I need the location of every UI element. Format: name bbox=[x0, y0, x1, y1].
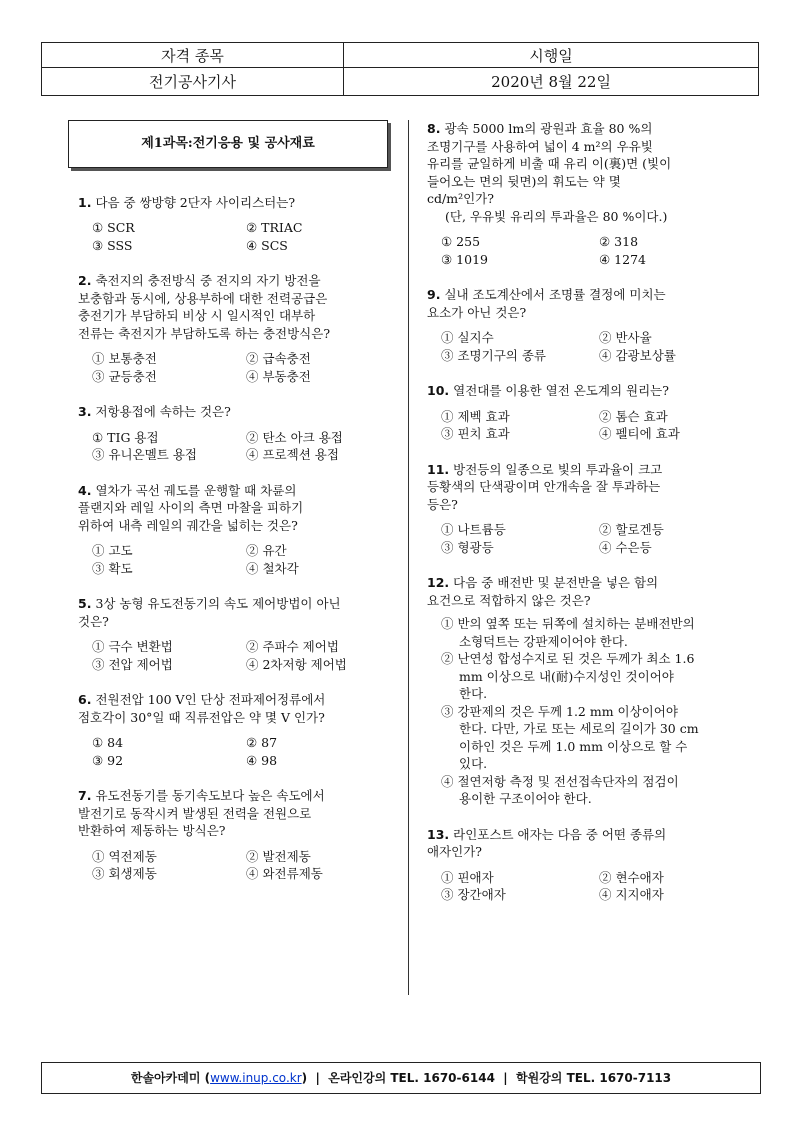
question-text: 다음 중 배전반 및 분전반을 넣은 함의 요건으로 적합하지 않은 것은? bbox=[427, 575, 659, 608]
question bbox=[427, 382, 757, 443]
answer-option: ④ 지지애자 bbox=[599, 887, 664, 902]
column-divider bbox=[408, 120, 409, 995]
answer-option: ① 84 bbox=[92, 735, 124, 750]
answer-option: ② 318 bbox=[599, 234, 639, 249]
question-stem bbox=[427, 382, 757, 400]
question-stem bbox=[427, 574, 757, 609]
answer-option: ④ 철차각 bbox=[246, 560, 299, 576]
option-list bbox=[92, 638, 400, 673]
answer-option: ③ 유니온멜트 용접 bbox=[92, 447, 197, 462]
answer-option: ③ SSS bbox=[92, 237, 133, 253]
question-text: 실내 조도계산에서 조명률 결정에 미치는 요소가 아닌 것은? bbox=[427, 287, 666, 320]
question-stem bbox=[78, 272, 400, 342]
answer-option: ④ 수은등 bbox=[599, 539, 652, 555]
answer-option: ① 반의 옆쪽 또는 뒤쪽에 설치하는 분배전반의 소형덕트는 강판제이어야 한다. bbox=[441, 616, 695, 649]
question-text: 축전지의 충전방식 중 전지의 자기 방전을 보충함과 동시에, 상용부하에 대한 전력공급은 충전기가 부담하되 비상 시 일시적인 대부하 전류는 축전지가 부담하도록 하는 충전방식은? bbox=[78, 273, 331, 341]
footer-org: 한솔아카데미 ( bbox=[130, 1071, 211, 1085]
question-stem bbox=[78, 194, 400, 212]
subject-title: 제1과목:전기응용 및 공사재료 bbox=[68, 120, 388, 168]
question-stem bbox=[427, 461, 757, 514]
answer-option: ③ 장간애자 bbox=[441, 887, 506, 902]
option-list bbox=[441, 869, 757, 904]
exam-date-value: 2020년 8월 22일 bbox=[344, 68, 759, 96]
answer-option: ③ 조명기구의 종류 bbox=[441, 347, 546, 363]
question bbox=[78, 272, 400, 385]
question-text: 저항용접에 속하는 것은? bbox=[95, 404, 231, 419]
answer-option: ④ SCS bbox=[246, 237, 288, 253]
question bbox=[427, 286, 757, 364]
question-text: 3상 농형 유도전동기의 속도 제어방법이 아닌 것은? bbox=[78, 596, 341, 629]
answer-option: ② 반사율 bbox=[599, 330, 652, 345]
answer-option: ① 핀애자 bbox=[441, 869, 494, 885]
question-number: 13. bbox=[427, 826, 450, 842]
answer-option: ② 난연성 합성수지로 된 것은 두께가 최소 1.6 mm 이상으로 내(耐)수지성인 것이어야 한다. bbox=[441, 651, 695, 701]
footer-separator: | bbox=[503, 1071, 508, 1085]
answer-option: ② 87 bbox=[246, 735, 278, 750]
answer-option: ② 톰슨 효과 bbox=[599, 408, 668, 424]
question bbox=[78, 194, 400, 255]
answer-option: ③ 1019 bbox=[441, 251, 488, 267]
answer-option: ④ 감광보상률 bbox=[599, 347, 676, 363]
option-list bbox=[441, 233, 757, 268]
answer-option: ③ 확도 bbox=[92, 560, 133, 576]
answer-option: ④ 절연저항 측정 및 전선접속단자의 점검이 용이한 구조이어야 한다. bbox=[441, 773, 679, 806]
answer-option: ③ 92 bbox=[92, 752, 124, 768]
answer-option: ② TRIAC bbox=[246, 220, 303, 235]
question-number: 8. bbox=[427, 121, 441, 136]
question-stem bbox=[78, 691, 400, 726]
answer-option: ① 나트륨등 bbox=[441, 522, 506, 537]
question bbox=[78, 691, 400, 769]
option-list bbox=[92, 734, 400, 769]
question-text: 다음 중 쌍방향 2단자 사이리스터는? bbox=[95, 194, 296, 210]
question-number: 6. bbox=[78, 692, 92, 707]
answer-option: ④ 부동충전 bbox=[246, 368, 311, 384]
question-text: 열전대를 이용한 열전 온도계의 원리는? bbox=[453, 383, 669, 398]
answer-option: ④ 2차저항 제어법 bbox=[246, 656, 347, 672]
question-stem bbox=[427, 120, 757, 208]
left-column bbox=[78, 120, 400, 901]
option-list bbox=[92, 542, 400, 577]
answer-option: ② 유간 bbox=[246, 543, 287, 558]
left-question-list bbox=[78, 194, 400, 883]
question-number: 10. bbox=[427, 383, 450, 398]
question-text: 전원전압 100 V인 단상 전파제어정류에서 점호각이 30°일 때 직류전압은 약 몇 V 인가? bbox=[78, 692, 326, 725]
footer-separator: | bbox=[315, 1071, 320, 1085]
answer-option: ④ 프로젝션 용접 bbox=[246, 447, 339, 462]
option-list bbox=[441, 408, 757, 443]
question-text: 유도전동기를 동기속도보다 높은 속도에서 발전기로 동작시켜 발생된 전력을 전원으로 반환하여 제동하는 방식은? bbox=[78, 788, 325, 838]
question bbox=[427, 461, 757, 557]
question-note: (단, 우유빛 유리의 투과율은 80 %이다.) bbox=[445, 208, 668, 224]
qualification-value: 전기공사기사 bbox=[42, 68, 344, 96]
answer-option: ① 제벡 효과 bbox=[441, 408, 510, 424]
answer-option: ④ 1274 bbox=[599, 251, 646, 267]
question-stem bbox=[427, 826, 757, 861]
question-stem bbox=[78, 787, 400, 840]
answer-option: ① 보통충전 bbox=[92, 351, 157, 366]
answer-option: ③ 회생제동 bbox=[92, 866, 157, 881]
option-list bbox=[92, 350, 400, 385]
answer-option: ① 극수 변환법 bbox=[92, 639, 173, 654]
question-number: 5. bbox=[78, 596, 92, 611]
option-list bbox=[441, 521, 757, 556]
question-number: 3. bbox=[78, 404, 92, 419]
answer-option: ④ 와전류제동 bbox=[246, 866, 323, 881]
question-text: 열차가 곡선 궤도를 운행할 때 차륜의 플랜지와 레일 사이의 측면 마찰을 피하기 위하여 내측 레일의 궤간을 넓히는 것은? bbox=[78, 482, 304, 533]
question bbox=[78, 595, 400, 673]
answer-option: ① 고도 bbox=[92, 543, 133, 558]
answer-option: ① 실지수 bbox=[441, 330, 494, 345]
answer-option: ① 255 bbox=[441, 234, 481, 249]
option-list bbox=[92, 848, 400, 883]
footer-offline-phone: 학원강의 TEL. 1670-7113 bbox=[516, 1071, 672, 1085]
answer-option: ① TIG 용접 bbox=[92, 429, 159, 445]
footer bbox=[41, 1062, 761, 1094]
option-list bbox=[92, 219, 400, 254]
question bbox=[78, 403, 400, 464]
question-text: 방전등의 일종으로 빛의 투과율이 크고 등황색의 단색광이며 안개속을 잘 투과하는 등은? bbox=[427, 461, 663, 512]
answer-option: ② 주파수 제어법 bbox=[246, 639, 339, 654]
answer-option: ① 역전제동 bbox=[92, 848, 157, 864]
question bbox=[78, 787, 400, 883]
footer-org-close: ) bbox=[301, 1071, 308, 1085]
exam-header-table bbox=[41, 42, 759, 96]
footer-website-link[interactable]: www.inup.co.kr bbox=[210, 1071, 302, 1085]
answer-option: ② 급속충전 bbox=[246, 351, 311, 366]
question-text: 광속 5000 lm의 광원과 효율 80 %의 조명기구를 사용하여 넓이 4 m²의 우유빛 유리를 균일하게 비출 때 유리 이(裏)면 (빛이 들어오는 면의 뒷면)의 휘도는 약 몇 cd/m²인가? bbox=[427, 121, 672, 206]
question-stem bbox=[78, 595, 400, 630]
answer-option: ④ 펠티에 효과 bbox=[599, 426, 680, 441]
answer-option: ③ 강판제의 것은 두께 1.2 mm 이상이어야 한다. 다만, 가로 또는 세로의 길이가 30 cm 이하인 것은 두께 1.0 mm 이상으로 할 수 있다. bbox=[441, 703, 699, 771]
question bbox=[427, 120, 757, 268]
question-number: 7. bbox=[78, 788, 92, 803]
answer-option: ③ 전압 제어법 bbox=[92, 656, 173, 672]
footer-online-phone: 온라인강의 TEL. 1670-6144 bbox=[328, 1071, 495, 1085]
exam-date-label: 시행일 bbox=[344, 43, 759, 68]
answer-option: ① SCR bbox=[92, 220, 135, 235]
question-number: 12. bbox=[427, 575, 450, 590]
question bbox=[427, 826, 757, 904]
question-number: 4. bbox=[78, 482, 92, 498]
qualification-label: 자격 종목 bbox=[42, 43, 344, 68]
question-number: 11. bbox=[427, 461, 450, 477]
question-number: 1. bbox=[78, 194, 92, 210]
option-list bbox=[441, 615, 757, 808]
answer-option: ② 발전제동 bbox=[246, 848, 311, 864]
answer-option: ② 현수애자 bbox=[599, 869, 664, 885]
question-stem bbox=[78, 403, 400, 421]
answer-option: ② 탄소 아크 용접 bbox=[246, 429, 343, 445]
question-number: 2. bbox=[78, 273, 92, 288]
option-list bbox=[92, 429, 400, 464]
right-question-list bbox=[427, 120, 757, 904]
answer-option: ② 할로겐등 bbox=[599, 522, 664, 537]
question-text: 라인포스트 애자는 다음 중 어떤 종류의 애자인가? bbox=[427, 826, 667, 859]
question-stem bbox=[78, 482, 400, 535]
right-column bbox=[427, 120, 757, 922]
question bbox=[427, 574, 757, 808]
question-number: 9. bbox=[427, 287, 441, 302]
answer-option: ③ 형광등 bbox=[441, 539, 494, 555]
option-list bbox=[441, 329, 757, 364]
answer-option: ④ 98 bbox=[246, 752, 278, 768]
question bbox=[78, 482, 400, 578]
question-stem bbox=[427, 286, 757, 321]
answer-option: ③ 균등충전 bbox=[92, 368, 157, 384]
answer-option: ③ 핀치 효과 bbox=[441, 426, 510, 441]
